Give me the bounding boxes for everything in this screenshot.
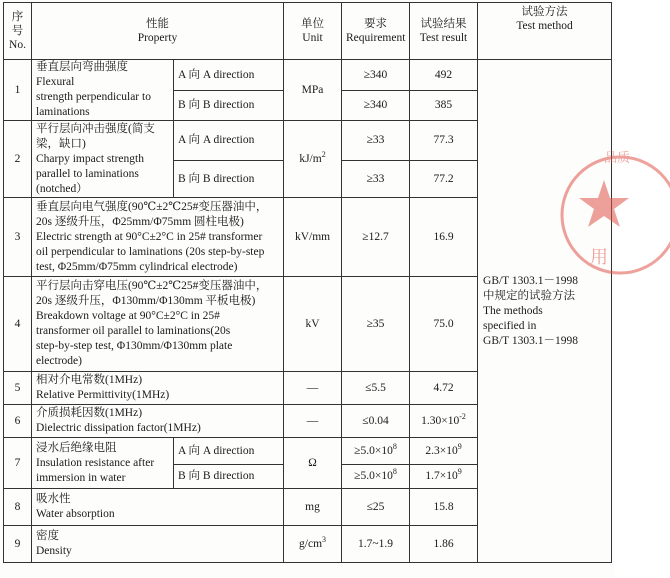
requirement-cell: ≤0.04	[342, 405, 410, 438]
stamp-text-top: 品质	[604, 151, 631, 166]
result-cell: $1.30\times 10^{-2}$	[410, 405, 478, 438]
header-requirement: 要求 Requirement	[342, 3, 410, 60]
row-number: 5	[4, 372, 32, 405]
unit-cell: Ω	[284, 438, 342, 489]
header-method: 试验方法 Test method	[478, 3, 612, 60]
property-cell: 垂直层向弯曲强度 Flexural strength perpendicular to laminations	[32, 60, 174, 121]
row-number: 1	[4, 60, 32, 121]
row-number: 4	[4, 277, 32, 372]
unit-cell: $g/cm^3$	[284, 526, 342, 563]
unit-cell: —	[284, 372, 342, 405]
row-number: 2	[4, 121, 32, 198]
row-number: 6	[4, 405, 32, 438]
direction-cell: B 向 B direction	[174, 161, 284, 198]
property-cell: 吸水性 Water absorption	[32, 489, 284, 526]
test-results-table	[3, 2, 612, 563]
header-no: 序 号 No.	[4, 3, 32, 60]
direction-cell: A 向 A direction	[174, 121, 284, 161]
header-result: 试验结果 Test result	[410, 3, 478, 60]
row-number: 3	[4, 198, 32, 277]
result-cell: 16.9	[410, 198, 478, 277]
header-property: 性能 Property	[32, 3, 284, 60]
unit-cell: kV	[284, 277, 342, 372]
property-cell: 相对介电常数(1MHz) Relative Permittivity(1MHz)	[32, 372, 284, 405]
result-cell: 15.8	[410, 489, 478, 526]
property-cell: 密度 Density	[32, 526, 284, 563]
result-cell: 4.72	[410, 372, 478, 405]
requirement-cell: ≥33	[342, 161, 410, 198]
requirement-cell: ≥33	[342, 121, 410, 161]
property-cell: 垂直层向电气强度(90℃±2℃25#变压器油中， 20s 逐级升压，Φ25mm/Φ75mm 圆柱电极) Electric strength at 90°C±2°C in 25# transformer oil perpendicular to laminations (20s step-by-step test, Φ25mm/Φ75mm cylindrical electrode)	[32, 198, 284, 277]
requirement-cell: 1.7~1.9	[342, 526, 410, 563]
requirement-cell: ≥340	[342, 60, 410, 91]
direction-cell: A 向 A direction	[174, 438, 284, 465]
header-unit: 单位 Unit	[284, 3, 342, 60]
row-number: 9	[4, 526, 32, 563]
header-row	[4, 3, 612, 60]
requirement-cell: ≤25	[342, 489, 410, 526]
result-cell: 75.0	[410, 277, 478, 372]
direction-cell: B 向 B direction	[174, 465, 284, 489]
property-cell: 介质损耗因数(1MHz) Dielectric dissipation factor(1MHz)	[32, 405, 284, 438]
test-method-cell: GB/T 1303.1－1998 中规定的试验方法 The methods specified in GB/T 1303.1－1998	[478, 60, 612, 563]
stamp-text-side: 用	[590, 247, 608, 268]
result-cell: 492	[410, 60, 478, 91]
requirement-cell: $\ge 5.0\times 10^8$	[342, 438, 410, 465]
requirement-cell: ≥12.7	[342, 198, 410, 277]
result-cell: $1.7\times 10^9$	[410, 465, 478, 489]
row-number: 8	[4, 489, 32, 526]
direction-cell: B 向 B direction	[174, 91, 284, 121]
result-cell: 1.86	[410, 526, 478, 563]
result-cell: 77.3	[410, 121, 478, 161]
requirement-cell: ≤5.5	[342, 372, 410, 405]
unit-cell: mg	[284, 489, 342, 526]
unit-cell: kV/mm	[284, 198, 342, 277]
result-cell: 385	[410, 91, 478, 121]
result-cell: $2.3\times 10^9$	[410, 438, 478, 465]
unit-cell: MPa	[284, 60, 342, 121]
direction-cell: A 向 A direction	[174, 60, 284, 91]
row-number: 7	[4, 438, 32, 489]
property-cell: 平行层向击穿电压(90℃±2℃25#变压器油中， 20s 逐级升压，Φ130mm/Φ130mm 平板电极) Breakdown voltage at 90°C±2°C in 25# transformer oil parallel to laminations(20s step-by-step test, Φ130mm/Φ130mm plate electrode)	[32, 277, 284, 372]
result-cell: 77.2	[410, 161, 478, 198]
table-row	[4, 60, 612, 91]
requirement-cell: ≥340	[342, 91, 410, 121]
property-cell: 浸水后绝缘电阻 Insulation resistance after immersion in water	[32, 438, 174, 489]
unit-cell: —	[284, 405, 342, 438]
unit-cell: $kJ/m^2$	[284, 121, 342, 198]
property-cell: 平行层向冲击强度(简支 梁，缺口) Charpy impact strength parallel to laminations (notched）	[32, 121, 174, 198]
requirement-cell: $\ge 5.0\times 10^8$	[342, 465, 410, 489]
requirement-cell: ≥35	[342, 277, 410, 372]
